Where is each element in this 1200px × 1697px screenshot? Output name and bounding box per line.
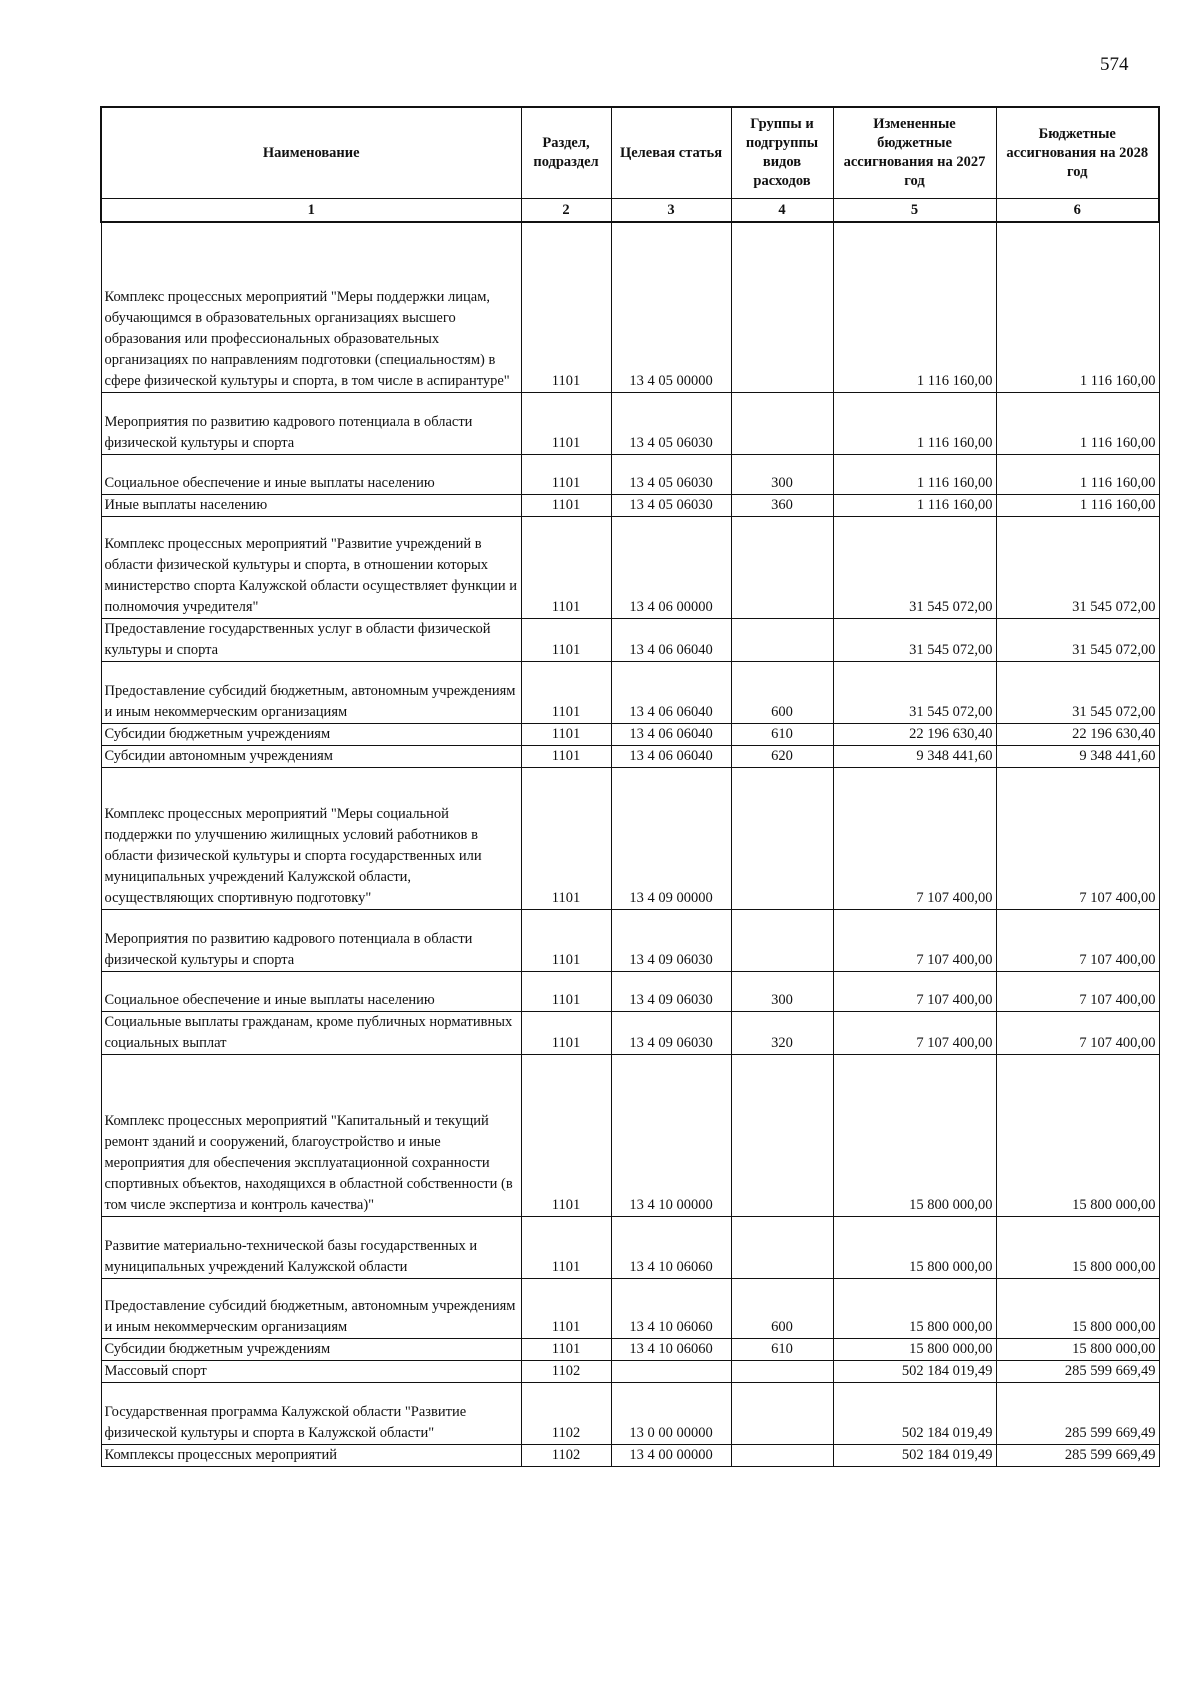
row-article: 13 4 05 00000	[611, 222, 731, 392]
row-name: Комплекс процессных мероприятий "Меры социальной поддержки по улучшению жилищных условий работников в области физической культуры и спорта государственных или муниципальных учреждений Калужской области, осуществляющих спортивную подготовку"	[101, 767, 521, 909]
row-expense-group	[731, 1444, 833, 1466]
row-article: 13 4 00 00000	[611, 1444, 731, 1466]
row-expense-group: 300	[731, 454, 833, 494]
row-article: 13 4 09 06030	[611, 971, 731, 1011]
row-name: Мероприятия по развитию кадрового потенциала в области физической культуры и спорта	[101, 909, 521, 971]
table-row	[101, 1382, 1159, 1444]
header-section: Раздел, подраздел	[521, 107, 611, 199]
row-amount-2027: 15 800 000,00	[833, 1054, 996, 1216]
row-amount-2028: 1 116 160,00	[996, 392, 1159, 454]
row-expense-group: 610	[731, 723, 833, 745]
column-number: 5	[833, 199, 996, 223]
row-name: Мероприятия по развитию кадрового потенциала в области физической культуры и спорта	[101, 392, 521, 454]
table-row	[101, 1054, 1159, 1216]
row-section: 1101	[521, 723, 611, 745]
table-row	[101, 661, 1159, 723]
table-row	[101, 1216, 1159, 1278]
column-number-row	[101, 199, 1159, 223]
column-number: 3	[611, 199, 731, 223]
row-name: Массовый спорт	[101, 1360, 521, 1382]
row-amount-2027: 15 800 000,00	[833, 1338, 996, 1360]
row-amount-2028: 15 800 000,00	[996, 1054, 1159, 1216]
column-number: 2	[521, 199, 611, 223]
row-amount-2028: 285 599 669,49	[996, 1444, 1159, 1466]
row-section: 1101	[521, 494, 611, 516]
row-amount-2028: 31 545 072,00	[996, 516, 1159, 618]
row-article: 13 4 06 06040	[611, 661, 731, 723]
row-name: Комплекс процессных мероприятий "Капитальный и текущий ремонт зданий и сооружений, благоустройство и иные мероприятия для обеспечения эксплуатационной сохранности спортивных объектов, находящихся в областной собственности (в том числе экспертиза и контроль качества)"	[101, 1054, 521, 1216]
row-name: Предоставление субсидий бюджетным, автономным учреждениям и иным некоммерческим организациям	[101, 1278, 521, 1338]
row-article: 13 4 10 00000	[611, 1054, 731, 1216]
header-2028: Бюджетные ассигнования на 2028 год	[996, 107, 1159, 199]
row-amount-2028: 22 196 630,40	[996, 723, 1159, 745]
row-amount-2027: 1 116 160,00	[833, 454, 996, 494]
row-name: Комплекс процессных мероприятий "Развитие учреждений в области физической культуры и спорта, в отношении которых министерство спорта Калужской области осуществляет функции и полномочия учредителя"	[101, 516, 521, 618]
row-amount-2027: 31 545 072,00	[833, 618, 996, 661]
row-section: 1101	[521, 909, 611, 971]
row-article: 13 4 10 06060	[611, 1278, 731, 1338]
row-section: 1101	[521, 767, 611, 909]
row-amount-2027: 1 116 160,00	[833, 392, 996, 454]
row-expense-group	[731, 1216, 833, 1278]
table-row	[101, 745, 1159, 767]
row-amount-2028: 1 116 160,00	[996, 494, 1159, 516]
row-amount-2027: 502 184 019,49	[833, 1444, 996, 1466]
row-amount-2027: 7 107 400,00	[833, 971, 996, 1011]
row-section: 1101	[521, 1054, 611, 1216]
row-name: Социальные выплаты гражданам, кроме публичных нормативных социальных выплат	[101, 1011, 521, 1054]
row-name: Субсидии автономным учреждениям	[101, 745, 521, 767]
row-expense-group	[731, 1360, 833, 1382]
row-section: 1101	[521, 454, 611, 494]
row-amount-2027: 502 184 019,49	[833, 1360, 996, 1382]
row-name: Государственная программа Калужской области "Развитие физической культуры и спорта в Калужской области"	[101, 1382, 521, 1444]
column-number: 1	[101, 199, 521, 223]
row-name: Предоставление субсидий бюджетным, автономным учреждениям и иным некоммерческим организациям	[101, 661, 521, 723]
row-expense-group	[731, 1054, 833, 1216]
table-row	[101, 1011, 1159, 1054]
row-section: 1101	[521, 745, 611, 767]
row-amount-2028: 15 800 000,00	[996, 1338, 1159, 1360]
table-row	[101, 1444, 1159, 1466]
table-row	[101, 767, 1159, 909]
header-row	[101, 107, 1159, 199]
table-row	[101, 494, 1159, 516]
row-article: 13 4 10 06060	[611, 1216, 731, 1278]
table-row	[101, 909, 1159, 971]
row-expense-group	[731, 618, 833, 661]
row-amount-2028: 285 599 669,49	[996, 1360, 1159, 1382]
table-row	[101, 516, 1159, 618]
row-name: Социальное обеспечение и иные выплаты населению	[101, 454, 521, 494]
row-expense-group	[731, 909, 833, 971]
row-expense-group: 360	[731, 494, 833, 516]
row-article: 13 0 00 00000	[611, 1382, 731, 1444]
row-expense-group: 600	[731, 661, 833, 723]
row-expense-group: 600	[731, 1278, 833, 1338]
row-amount-2028: 31 545 072,00	[996, 661, 1159, 723]
table-row	[101, 454, 1159, 494]
header-name: Наименование	[101, 107, 521, 199]
header-expense-group: Группы и подгруппы видов расходов	[731, 107, 833, 199]
row-amount-2028: 31 545 072,00	[996, 618, 1159, 661]
row-amount-2027: 31 545 072,00	[833, 516, 996, 618]
row-amount-2028: 15 800 000,00	[996, 1278, 1159, 1338]
row-name: Субсидии бюджетным учреждениям	[101, 723, 521, 745]
row-expense-group	[731, 767, 833, 909]
row-expense-group: 320	[731, 1011, 833, 1054]
row-section: 1101	[521, 222, 611, 392]
row-article: 13 4 09 06030	[611, 1011, 731, 1054]
table-row	[101, 1278, 1159, 1338]
row-article: 13 4 06 00000	[611, 516, 731, 618]
row-name: Иные выплаты населению	[101, 494, 521, 516]
row-amount-2028: 1 116 160,00	[996, 454, 1159, 494]
row-name: Комплекс процессных мероприятий "Меры поддержки лицам, обучающимся в образовательных организациях высшего образования или профессиональных образовательных организациях по направлениям подготовки (специальностям) в сфере физической культуры и спорта, в том числе в аспирантуре"	[101, 222, 521, 392]
row-amount-2028: 9 348 441,60	[996, 745, 1159, 767]
row-amount-2027: 22 196 630,40	[833, 723, 996, 745]
row-amount-2027: 1 116 160,00	[833, 222, 996, 392]
row-amount-2027: 7 107 400,00	[833, 767, 996, 909]
table-row	[101, 222, 1159, 392]
row-article: 13 4 05 06030	[611, 392, 731, 454]
row-name: Социальное обеспечение и иные выплаты населению	[101, 971, 521, 1011]
row-amount-2028: 285 599 669,49	[996, 1382, 1159, 1444]
table-row	[101, 1338, 1159, 1360]
table-row	[101, 723, 1159, 745]
row-amount-2027: 1 116 160,00	[833, 494, 996, 516]
row-section: 1102	[521, 1444, 611, 1466]
row-expense-group	[731, 1382, 833, 1444]
row-expense-group: 300	[731, 971, 833, 1011]
table-row	[101, 618, 1159, 661]
header-2027: Измененные бюджетные ассигнования на 2027 год	[833, 107, 996, 199]
row-section: 1101	[521, 1278, 611, 1338]
row-amount-2028: 15 800 000,00	[996, 1216, 1159, 1278]
row-amount-2028: 7 107 400,00	[996, 971, 1159, 1011]
row-article: 13 4 09 06030	[611, 909, 731, 971]
row-article: 13 4 10 06060	[611, 1338, 731, 1360]
row-section: 1101	[521, 392, 611, 454]
table-row	[101, 971, 1159, 1011]
column-number: 4	[731, 199, 833, 223]
row-amount-2028: 7 107 400,00	[996, 1011, 1159, 1054]
row-section: 1101	[521, 1338, 611, 1360]
row-amount-2027: 7 107 400,00	[833, 909, 996, 971]
row-section: 1102	[521, 1382, 611, 1444]
row-name: Предоставление государственных услуг в области физической культуры и спорта	[101, 618, 521, 661]
row-article	[611, 1360, 731, 1382]
row-section: 1101	[521, 618, 611, 661]
row-amount-2028: 1 116 160,00	[996, 222, 1159, 392]
table-row	[101, 392, 1159, 454]
row-section: 1101	[521, 661, 611, 723]
row-expense-group	[731, 516, 833, 618]
row-name: Комплексы процессных мероприятий	[101, 1444, 521, 1466]
table-body	[101, 222, 1159, 1466]
row-section: 1101	[521, 516, 611, 618]
row-expense-group	[731, 222, 833, 392]
row-section: 1102	[521, 1360, 611, 1382]
row-amount-2027: 31 545 072,00	[833, 661, 996, 723]
budget-table	[100, 106, 1160, 1467]
row-amount-2028: 7 107 400,00	[996, 767, 1159, 909]
row-article: 13 4 05 06030	[611, 454, 731, 494]
row-amount-2028: 7 107 400,00	[996, 909, 1159, 971]
row-name: Субсидии бюджетным учреждениям	[101, 1338, 521, 1360]
row-amount-2027: 7 107 400,00	[833, 1011, 996, 1054]
row-amount-2027: 9 348 441,60	[833, 745, 996, 767]
row-article: 13 4 06 06040	[611, 723, 731, 745]
row-expense-group	[731, 392, 833, 454]
row-amount-2027: 15 800 000,00	[833, 1216, 996, 1278]
row-section: 1101	[521, 971, 611, 1011]
row-section: 1101	[521, 1011, 611, 1054]
row-article: 13 4 05 06030	[611, 494, 731, 516]
row-article: 13 4 06 06040	[611, 745, 731, 767]
row-article: 13 4 09 00000	[611, 767, 731, 909]
row-amount-2027: 502 184 019,49	[833, 1382, 996, 1444]
row-name: Развитие материально-технической базы государственных и муниципальных учреждений Калужской области	[101, 1216, 521, 1278]
column-number: 6	[996, 199, 1159, 223]
table-row	[101, 1360, 1159, 1382]
header-article: Целевая статья	[611, 107, 731, 199]
row-expense-group: 620	[731, 745, 833, 767]
row-article: 13 4 06 06040	[611, 618, 731, 661]
row-expense-group: 610	[731, 1338, 833, 1360]
page-number: 574	[1100, 54, 1129, 75]
row-section: 1101	[521, 1216, 611, 1278]
row-amount-2027: 15 800 000,00	[833, 1278, 996, 1338]
